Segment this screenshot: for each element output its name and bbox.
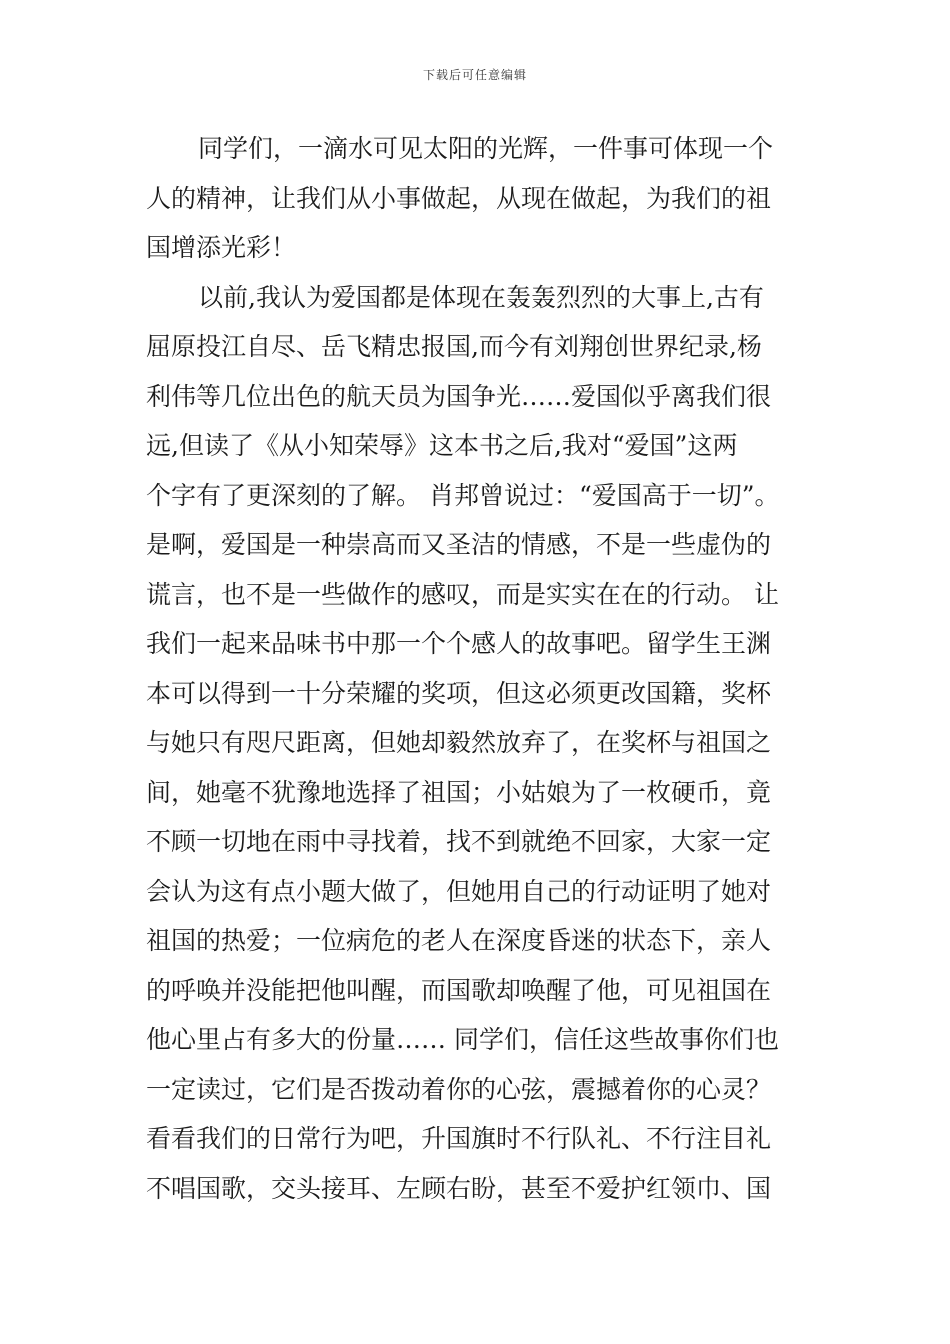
body-text <box>146 124 810 1213</box>
text-line: 间，她毫不犹豫地选择了祖国；小姑娘为了一枚硬币，竟 <box>146 777 772 807</box>
text-line: 远,但读了《从小知荣辱》这本书之后,我对“爱国”这两 <box>146 431 738 460</box>
text-line: 一定读过，它们是否拨动着你的心弦，震撼着你的心灵？ <box>146 1074 772 1104</box>
text-line: 人的精神，让我们从小事做起，从现在做起，为我们的祖 <box>146 183 772 213</box>
text-line: 是啊，爱国是一种崇高而又圣洁的情感，不是一些虚伪的 <box>146 530 772 559</box>
text-line: 国增添光彩！ <box>146 233 297 262</box>
text-line: 与她只有咫尺距离，但她却毅然放弃了，在奖杯与祖国之 <box>146 728 772 757</box>
text-line: 看看我们的日常行为吧，升国旗时不行队礼、不行注目礼 <box>146 1124 772 1153</box>
text-line: 他心里占有多大的份量…… 同学们，信任这些故事你们也 <box>146 1025 779 1054</box>
text-line: 不唱国歌，交头接耳、左顾右盼，甚至不爱护红领巾、国 <box>146 1173 772 1203</box>
text-line: 利伟等几位出色的航天员为国争光……爱国似乎离我们很 <box>146 381 772 411</box>
text-line: 屈原投江自尽、岳飞精忠报国,而今有刘翔创世界纪录,杨 <box>146 332 762 361</box>
text-line: 会认为这有点小题大做了，但她用自己的行动证明了她对 <box>146 876 772 906</box>
text-line: 以前,我认为爱国都是体现在轰轰烈烈的大事上,古有 <box>198 282 764 312</box>
text-line: 不顾一切地在雨中寻找着，找不到就绝不回家，大家一定 <box>146 827 772 856</box>
text-line: 祖国的热爱；一位病危的老人在深度昏迷的状态下，亲人 <box>146 926 772 955</box>
text-line: 同学们，一滴水可见太阳的光辉，一件事可体现一个 <box>198 134 774 163</box>
text-line: 谎言，也不是一些做作的感叹，而是实实在在的行动。 让 <box>146 579 779 609</box>
header-note: 下载后可任意编辑 <box>422 68 527 82</box>
text-line: 我们一起来品味书中那一个个感人的故事吧。留学生王渊 <box>146 629 772 658</box>
text-line: 本可以得到一十分荣耀的奖项，但这必须更改国籍，奖杯 <box>146 678 772 708</box>
text-line: 个字有了更深刻的了解。 肖邦曾说过：“爱国高于一切”。 <box>146 480 780 510</box>
text-line: 的呼唤并没能把他叫醒，而国歌却唤醒了他，可见祖国在 <box>146 975 772 1005</box>
